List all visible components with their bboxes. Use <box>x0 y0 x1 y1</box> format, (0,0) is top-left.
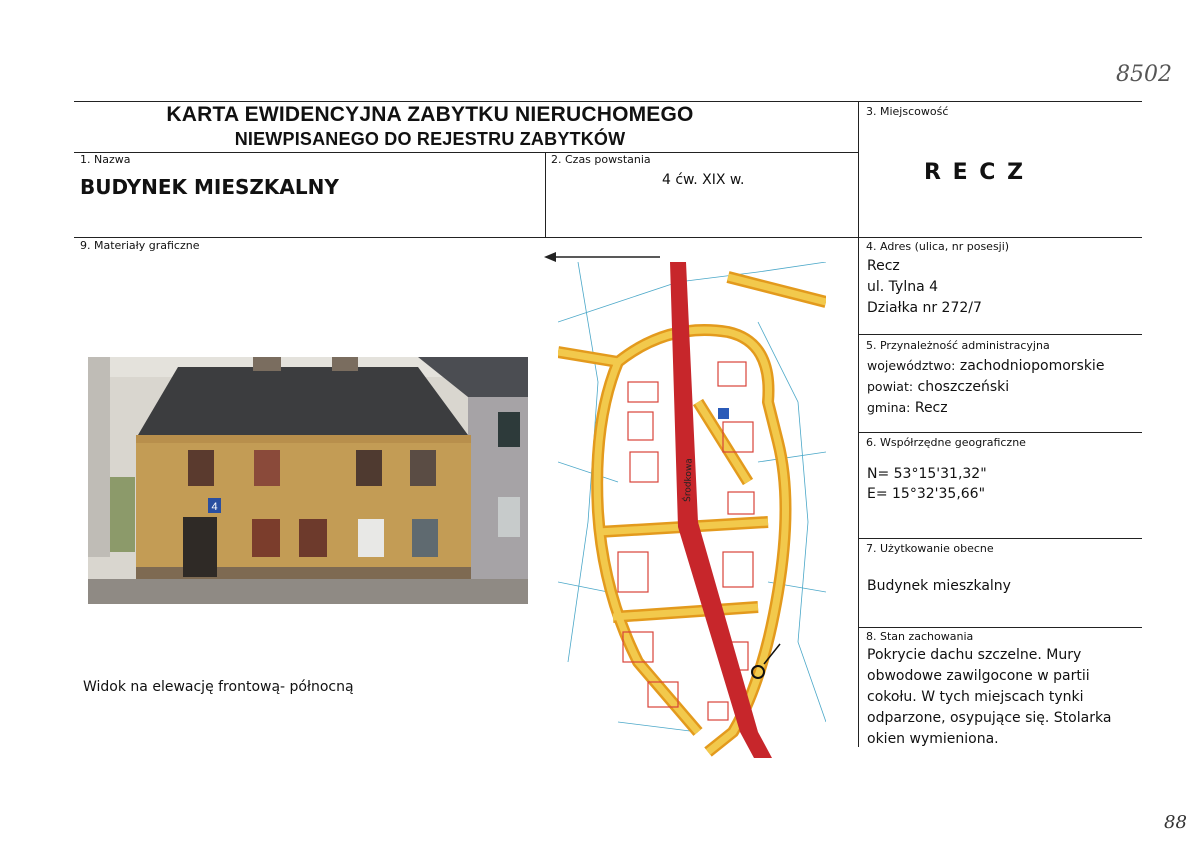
photo-caption: Widok na elewację frontową- północną <box>83 679 354 695</box>
field-label-nazwa: 1. Nazwa <box>80 153 131 166</box>
field-label-materialy: 9. Materiały graficzne <box>80 239 200 252</box>
address-street: ul. Tylna 4 <box>867 279 939 295</box>
main-column-divider <box>858 101 859 747</box>
field-label-uzytkowanie: 7. Użytkowanie obecne <box>866 542 994 555</box>
current-use-value: Budynek mieszkalny <box>867 578 1011 594</box>
commune-value: Recz <box>914 400 948 416</box>
rule-under-usage <box>858 627 1142 628</box>
rule-under-coords <box>858 538 1142 539</box>
condition-line-3: cokołu. W tych miejscach tynki <box>867 689 1084 705</box>
condition-line-5: okien wymieniona. <box>867 731 999 747</box>
building-photo <box>88 357 528 604</box>
condition-line-1: Pokrycie dachu szczelne. Mury <box>867 647 1082 663</box>
page-number: 88 <box>1164 812 1187 833</box>
field-label-przynaleznosc: 5. Przynależność administracyjna <box>866 339 1050 352</box>
map-street-label: Środkowa <box>683 458 695 503</box>
field-label-miejscowosc: 3. Miejscowość <box>866 105 949 118</box>
address-parcel: Działka nr 272/7 <box>867 300 982 316</box>
card-title-line1: KARTA EWIDENCYJNA ZABYTKU NIERUCHOMEGO <box>166 103 694 126</box>
house-number-plate: 4 <box>211 501 218 513</box>
rule-under-name <box>74 237 1142 238</box>
top-rule <box>74 101 1142 102</box>
coordinate-east: E= 15°32'35,66" <box>867 486 986 502</box>
field-label-czas: 2. Czas powstania <box>551 153 651 166</box>
rule-under-admin <box>858 432 1142 433</box>
coordinate-north: N= 53°15'31,32" <box>867 466 987 482</box>
card-title-line2: NIEWPISANEGO DO REJESTRU ZABYTKÓW <box>234 129 626 149</box>
county-value: choszczeński <box>917 379 1010 395</box>
field-label-wspolrzedne: 6. Współrzędne geograficzne <box>866 436 1026 449</box>
county-label: powiat: <box>867 379 914 394</box>
admin-voivodeship <box>867 356 1104 376</box>
divider-name-date <box>545 152 546 237</box>
admin-commune <box>867 398 948 418</box>
field-value-czas: 4 ćw. XIX w. <box>662 172 745 188</box>
rule-under-address <box>858 334 1142 335</box>
condition-line-2: obwodowe zawilgocone w partii <box>867 668 1090 684</box>
cadastral-map <box>558 262 826 758</box>
condition-line-4: odparzone, osypujące się. Stolarka <box>867 710 1112 726</box>
voivodeship-label: województwo: <box>867 358 956 373</box>
field-label-stan: 8. Stan zachowania <box>866 630 974 643</box>
field-value-nazwa: BUDYNEK MIESZKALNY <box>80 175 339 199</box>
field-value-miejscowosc: R E C Z <box>924 160 1026 185</box>
voivodeship-value: zachodniopomorskie <box>959 358 1105 374</box>
address-town: Recz <box>867 258 900 274</box>
field-label-adres: 4. Adres (ulica, nr posesji) <box>866 240 1010 253</box>
handwritten-catalog-number: 8502 <box>1116 62 1172 87</box>
rule-under-title <box>74 152 858 153</box>
commune-label: gmina: <box>867 400 911 415</box>
admin-county <box>867 377 1009 397</box>
